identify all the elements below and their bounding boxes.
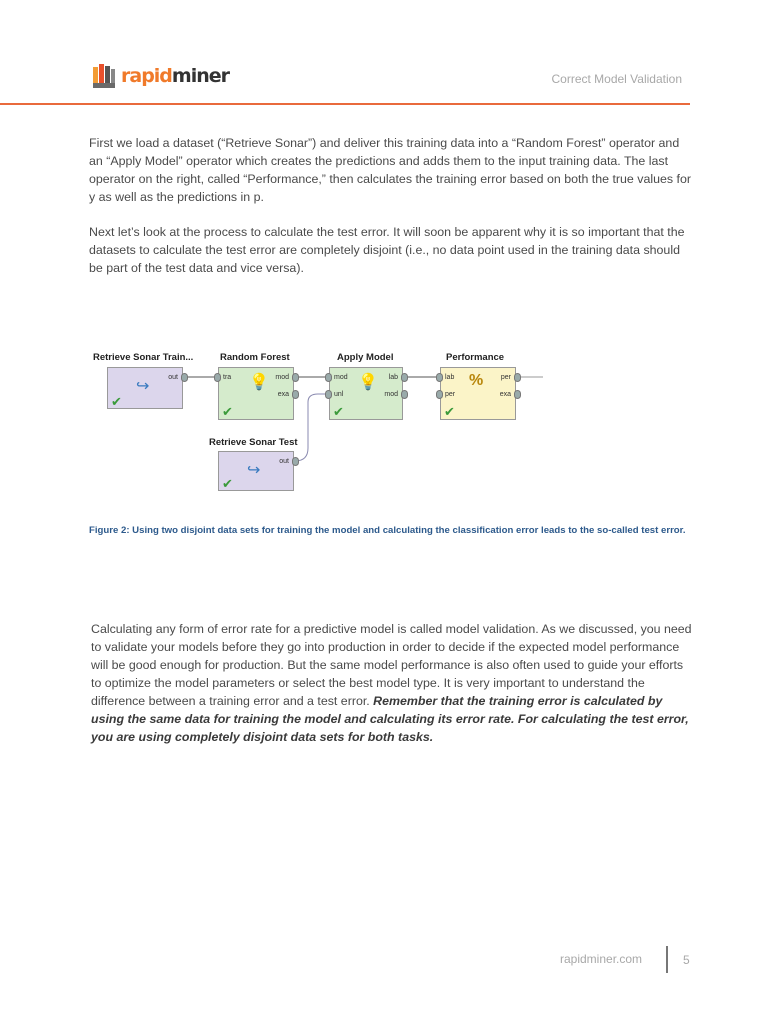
rapidminer-logo	[91, 60, 229, 92]
port-label-out: out	[279, 458, 289, 465]
operator-apply-model[interactable]	[329, 367, 403, 420]
op-title-random-forest: Random Forest	[220, 352, 290, 363]
op-title-apply-model: Apply Model	[337, 352, 394, 363]
port-label-exa: exa	[277, 391, 289, 398]
paragraph-test-process: Next let’s look at the process to calculate the test error. It will soon be apparent why it is so important that the datasets to calculate the test error are completely disjoint (i.e., no data point used in the training data should be part of the test data and vice versa).	[89, 225, 685, 275]
port-label-mod: mod	[384, 391, 398, 398]
op-title-performance: Performance	[446, 352, 505, 363]
port-label-per: per	[500, 374, 511, 381]
port-label-per: per	[445, 391, 456, 398]
port-label-unl: unl	[334, 391, 344, 398]
op-title-retrieve-train: Retrieve Sonar Train...	[93, 352, 194, 363]
port-label-mod: mod	[334, 374, 348, 381]
lightbulb-icon: 💡	[249, 374, 269, 391]
status-check-icon: ✔	[444, 404, 455, 419]
header-title: Correct Model Validation	[551, 72, 682, 86]
port-label-lab: lab	[445, 374, 455, 381]
port-out[interactable]	[181, 373, 188, 382]
operator-random-forest[interactable]	[218, 367, 294, 420]
port-out[interactable]	[514, 373, 521, 382]
port-in[interactable]	[325, 373, 332, 382]
footer-divider	[666, 946, 668, 973]
port-out[interactable]	[401, 390, 408, 399]
operator-performance[interactable]	[440, 367, 516, 420]
logo-mark-icon	[91, 61, 117, 91]
port-out[interactable]	[292, 373, 299, 382]
port-in[interactable]	[436, 373, 443, 382]
port-out[interactable]	[514, 390, 521, 399]
port-label-mod: mod	[275, 374, 289, 381]
status-check-icon: ✔	[222, 476, 233, 491]
retrieve-arrow-icon: ↪	[136, 378, 150, 395]
port-label-out: out	[168, 374, 178, 381]
operator-retrieve-sonar-test[interactable]	[218, 451, 294, 491]
port-in[interactable]	[214, 373, 221, 382]
status-check-icon: ✔	[333, 404, 344, 419]
port-label-lab: lab	[388, 374, 398, 381]
paragraph-training-process: First we load a dataset (“Retrieve Sonar”) and deliver this training data into a “Random Forest” operator and an “Apply Model” operator which creates the predictions and adds them to the input training data. The last operator on the right, called “Performance,” then calculates the training error based on both the true values for y as well as the predictions in p.	[89, 136, 691, 204]
process-diagram	[88, 350, 548, 495]
logo-wordmark: rapidminer	[121, 65, 229, 87]
op-title-retrieve-test: Retrieve Sonar Test	[209, 437, 298, 448]
percent-icon: %	[469, 372, 484, 389]
port-in[interactable]	[325, 390, 332, 399]
port-out[interactable]	[401, 373, 408, 382]
paragraph-model-validation	[91, 620, 696, 746]
operator-retrieve-sonar-train[interactable]	[107, 367, 183, 409]
port-label-exa: exa	[499, 391, 511, 398]
footer-site-link[interactable]: rapidminer.com	[560, 952, 643, 966]
page-number: 5	[683, 953, 690, 967]
port-out[interactable]	[292, 390, 299, 399]
port-label-tra: tra	[223, 374, 232, 381]
port-out[interactable]	[292, 457, 299, 466]
status-check-icon: ✔	[222, 404, 233, 419]
status-check-icon: ✔	[111, 394, 122, 409]
retrieve-arrow-icon: ↪	[247, 462, 261, 479]
header-divider	[0, 103, 690, 105]
paragraph-emphasis-text: Remember that the training error is calculated by using the same data for training the model and calculating its error rate. For calculating the test error, you are using completely disjoint data sets for both tasks.	[91, 694, 689, 744]
lightbulb-icon: 💡	[358, 374, 378, 391]
port-in[interactable]	[436, 390, 443, 399]
paragraph-plain-text: Calculating any form of error rate for a predictive model is called model validation. As we discussed, you need to validate your models before they go into production in order to decide if the expected model performance will be good enough for production. But the same model performance is also often used to guide your efforts to optimize the model parameters or select the best model type. It is very important to understand the difference between a training error and a test error.	[91, 622, 692, 708]
figure-caption: Figure 2: Using two disjoint data sets for training the model and calculating the classification error leads to the so-called test error.	[89, 525, 686, 536]
